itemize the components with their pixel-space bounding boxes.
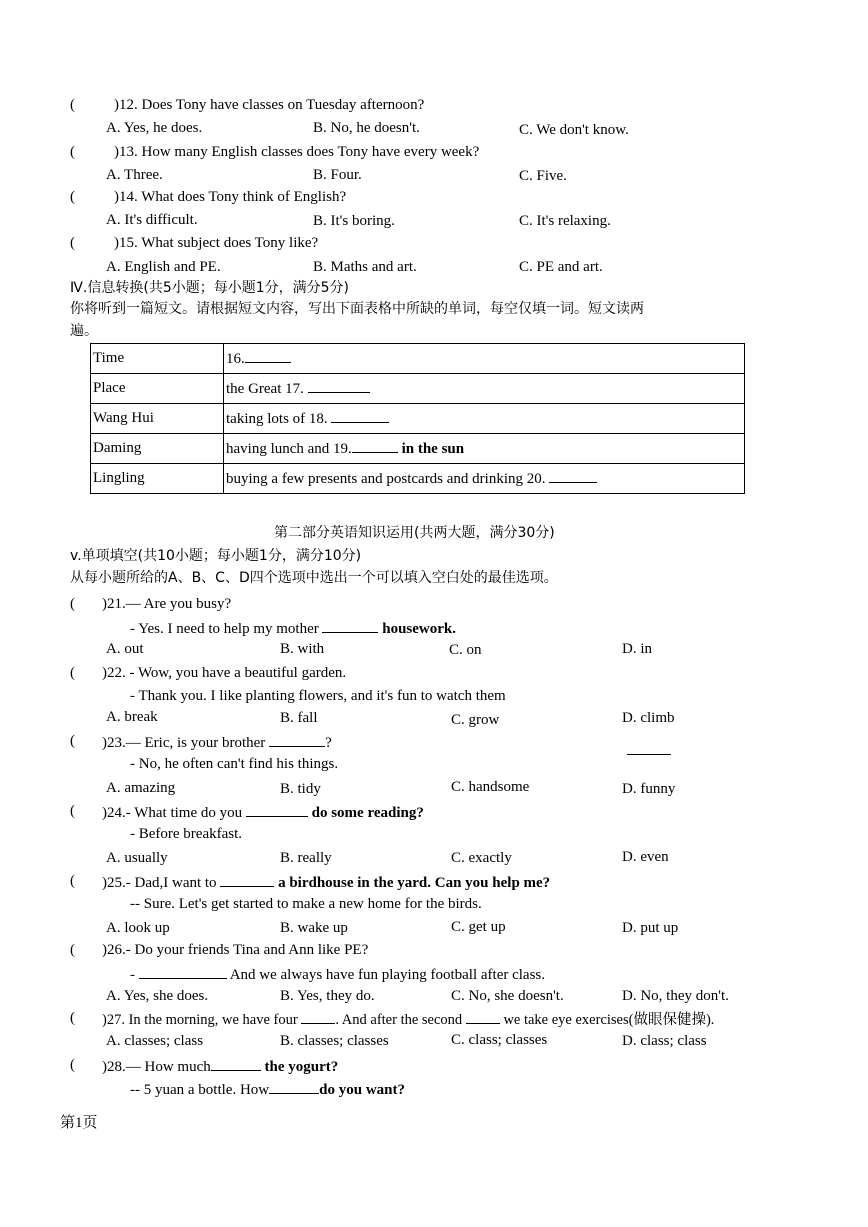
- q22-reply: - Thank you. I like planting flowers, and it's fun to watch them: [130, 688, 506, 704]
- q14-option-a: A. It's difficult.: [106, 212, 198, 228]
- q22-stem: )22. - Wow, you have a beautiful garden.: [102, 665, 347, 681]
- page-number: 第1页: [60, 1115, 98, 1131]
- q24-option-c: C. exactly: [451, 850, 512, 866]
- q23-option-b: B. tidy: [280, 781, 321, 797]
- q22-option-c: C. grow: [451, 712, 500, 728]
- q12-paren: (: [70, 97, 75, 113]
- q25-option-d: D. put up: [622, 920, 679, 936]
- q23-option-d: D. funny: [622, 781, 676, 797]
- answer-blank[interactable]: [352, 440, 398, 453]
- answer-blank[interactable]: [308, 380, 370, 393]
- q25-option-b: B. wake up: [280, 920, 348, 936]
- row-value: taking lots of 18.: [224, 404, 745, 434]
- q25-reply: -- Sure. Let's get started to make a new home for the birds.: [130, 896, 482, 912]
- q15-option-b: B. Maths and art.: [313, 259, 417, 275]
- answer-blank[interactable]: [466, 1011, 500, 1024]
- q14-paren: (: [70, 189, 75, 205]
- q21-paren: (: [70, 596, 75, 612]
- q15-option-c: C. PE and art.: [519, 259, 603, 275]
- q21-option-a: A. out: [106, 641, 144, 657]
- q13-paren: (: [70, 144, 75, 160]
- q23-paren: (: [70, 733, 75, 749]
- section5-instruction: 从每小题所给的A、B、C、D四个选项中选出一个可以填入空白处的最佳选项。: [70, 570, 558, 586]
- q27-paren: (: [70, 1010, 75, 1026]
- q21-option-b: B. with: [280, 641, 325, 657]
- q26-stem: )26.- Do your friends Tina and Ann like PE?: [102, 942, 369, 958]
- section4-instruction: 你将听到一篇短文。请根据短文内容，写出下面表格中所缺的单词，每空仅填一词。短文读两: [70, 301, 644, 317]
- q15-stem: )15. What subject does Tony like?: [114, 235, 319, 251]
- q12-stem: )12. Does Tony have classes on Tuesday afternoon?: [114, 97, 425, 113]
- q24-option-d: D. even: [622, 849, 669, 865]
- q13-option-b: B. Four.: [313, 167, 362, 183]
- q28-stem: )28.— How much the yogurt?: [102, 1059, 339, 1075]
- q27-stem: )27. In the morning, we have four . And after the second we take eye exercises(做眼保健操).: [102, 1012, 715, 1028]
- answer-blank[interactable]: [269, 734, 325, 747]
- row-label: Lingling: [91, 464, 224, 494]
- q15-paren: (: [70, 235, 75, 251]
- answer-blank[interactable]: [322, 620, 378, 633]
- q12-option-a: A. Yes, he does.: [106, 120, 203, 136]
- answer-blank[interactable]: [245, 350, 291, 363]
- section4-instruction-cont: 遍。: [70, 323, 98, 339]
- q23-stem: )23.— Eric, is your brother ?: [102, 735, 332, 751]
- q25-paren: (: [70, 873, 75, 889]
- section4-heading: Ⅳ.信息转换(共5小题；每小题1分，满分5分): [70, 280, 350, 296]
- q13-option-c: C. Five.: [519, 168, 567, 184]
- q21-option-c: C. on: [449, 642, 482, 658]
- row-label: Time: [91, 344, 224, 374]
- answer-blank[interactable]: [331, 410, 389, 423]
- table-row: [91, 434, 745, 464]
- q24-stem: )24.- What time do you do some reading?: [102, 805, 424, 821]
- row-label: Wang Hui: [91, 404, 224, 434]
- q25-stem: )25.- Dad,I want to a birdhouse in the yard. Can you help me?: [102, 875, 551, 891]
- q21-option-d: D. in: [622, 641, 652, 657]
- part2-title: 第二部分英语知识运用(共两大题，满分30分): [274, 525, 555, 541]
- q24-option-a: A. usually: [106, 850, 168, 866]
- q22-option-b: B. fall: [280, 710, 318, 726]
- answer-blank[interactable]: [627, 742, 671, 755]
- q27-option-a: A. classes; class: [106, 1033, 204, 1049]
- q21-stem: )21.— Are you busy?: [102, 596, 232, 612]
- answer-blank[interactable]: [301, 1011, 335, 1024]
- q24-option-b: B. really: [280, 850, 332, 866]
- table-row: [91, 464, 745, 494]
- q25-option-c: C. get up: [451, 919, 506, 935]
- q22-option-a: A. break: [106, 709, 158, 725]
- table-row: [91, 404, 745, 434]
- q23-option-c: C. handsome: [451, 779, 530, 795]
- row-value: buying a few presents and postcards and drinking 20.: [224, 464, 745, 494]
- row-value: having lunch and 19. in the sun: [224, 434, 745, 464]
- q13-stem: )13. How many English classes does Tony have every week?: [114, 144, 480, 160]
- q12-option-b: B. No, he doesn't.: [313, 120, 420, 136]
- q22-option-d: D. climb: [622, 710, 675, 726]
- q28-paren: (: [70, 1057, 75, 1073]
- table-row: [91, 374, 745, 404]
- q28-reply: -- 5 yuan a bottle. How do you want?: [130, 1082, 405, 1098]
- q22-paren: (: [70, 665, 75, 681]
- q12-option-c: C. We don't know.: [519, 122, 629, 138]
- q27-option-b: B. classes; classes: [280, 1033, 389, 1049]
- q24-reply: - Before breakfast.: [130, 826, 243, 842]
- q25-option-a: A. look up: [106, 920, 170, 936]
- row-label: Place: [91, 374, 224, 404]
- table-row: [91, 344, 745, 374]
- q23-option-a: A. amazing: [106, 780, 176, 796]
- section5-heading: v.单项填空(共10小题；每小题1分，满分10分): [70, 548, 362, 564]
- q26-option-a: A. Yes, she does.: [106, 988, 209, 1004]
- q14-option-c: C. It's relaxing.: [519, 213, 611, 229]
- answer-blank[interactable]: [269, 1081, 319, 1094]
- q26-reply: - And we always have fun playing football after class.: [130, 967, 546, 983]
- row-label: Daming: [91, 434, 224, 464]
- answer-blank[interactable]: [549, 470, 597, 483]
- q26-option-c: C. No, she doesn't.: [451, 988, 564, 1004]
- answer-blank[interactable]: [246, 804, 308, 817]
- answer-blank[interactable]: [211, 1058, 261, 1071]
- q14-stem: )14. What does Tony think of English?: [114, 189, 347, 205]
- q27-option-d: D. class; class: [622, 1033, 707, 1049]
- q15-option-a: A. English and PE.: [106, 259, 221, 275]
- q24-paren: (: [70, 803, 75, 819]
- q27-option-c: C. class; classes: [451, 1032, 548, 1048]
- q26-option-d: D. No, they don't.: [622, 988, 729, 1004]
- answer-blank[interactable]: [139, 966, 227, 979]
- q23-reply: - No, he often can't find his things.: [130, 756, 339, 772]
- answer-blank[interactable]: [220, 874, 274, 887]
- q26-paren: (: [70, 942, 75, 958]
- q21-reply: - Yes. I need to help my mother housework.: [130, 621, 456, 637]
- row-value: 16.: [224, 344, 745, 374]
- row-value: the Great 17.: [224, 374, 745, 404]
- info-table: [90, 343, 745, 494]
- q26-option-b: B. Yes, they do.: [280, 988, 375, 1004]
- q14-option-b: B. It's boring.: [313, 213, 395, 229]
- q13-option-a: A. Three.: [106, 167, 163, 183]
